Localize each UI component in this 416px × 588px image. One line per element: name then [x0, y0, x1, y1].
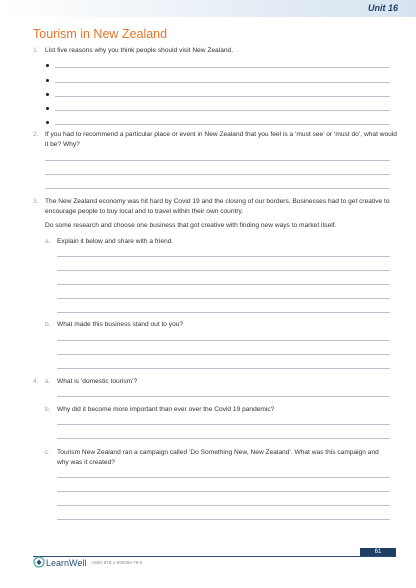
answer-line[interactable]: [57, 424, 390, 425]
answer-line[interactable]: [57, 396, 390, 397]
bullet-point: [46, 64, 49, 67]
sub-letter: a.: [45, 378, 51, 385]
answer-line[interactable]: [57, 284, 390, 285]
brand-name: LearnWell: [46, 558, 87, 568]
sub-letter: b.: [45, 321, 51, 328]
answer-line[interactable]: [57, 519, 390, 520]
bullet-point: [46, 107, 49, 110]
question-number: 4.: [33, 378, 39, 385]
sub-text: Tourism New Zealand ran a campaign called ‘Do Something New, New Zealand’. What was this campaign and why was it created?: [57, 449, 379, 466]
sub-text: What made this business stand out to you?: [57, 321, 184, 328]
answer-line[interactable]: [57, 256, 390, 257]
page-number: 61: [360, 548, 396, 556]
sub-text: Explain it below and share with a friend.: [57, 238, 174, 245]
answer-line[interactable]: [57, 368, 390, 369]
question-text: The New Zealand economy was hit hard by Covid 19 and the closing of our borders. Businesses had to get creative to encourage people to buy local and to travel within their own country.: [45, 198, 390, 215]
question-number: 3.: [33, 198, 39, 205]
answer-line[interactable]: [57, 505, 390, 506]
question-text: If you had to recommend a particular place or event in New Zealand that you feel is a ‘must see’ or ‘must do’, what would it be? Why?: [45, 131, 397, 148]
footer-divider: [33, 556, 396, 557]
answer-line[interactable]: [55, 110, 390, 111]
question-text: List five reasons why you think people should visit New Zealand.: [45, 47, 234, 54]
answer-line[interactable]: [45, 174, 390, 175]
isbn-text: ISBN 978-1-990055-78-6: [92, 560, 143, 565]
answer-line[interactable]: [57, 477, 390, 478]
answer-line[interactable]: [57, 298, 390, 299]
question-number: 1.: [33, 47, 39, 54]
bullet-point: [46, 93, 49, 96]
bullet-point: [46, 121, 49, 124]
sub-letter: a.: [45, 238, 51, 245]
sub-text: What is ‘domestic tourism’?: [57, 378, 138, 385]
learnwell-logo-icon: [33, 556, 45, 568]
answer-line[interactable]: [57, 438, 390, 439]
answer-line[interactable]: [57, 354, 390, 355]
unit-label: Unit 16: [367, 3, 398, 13]
answer-line[interactable]: [55, 124, 390, 125]
answer-line[interactable]: [57, 312, 390, 313]
answer-line[interactable]: [55, 96, 390, 97]
answer-line[interactable]: [57, 491, 390, 492]
answer-line[interactable]: [57, 270, 390, 271]
answer-line[interactable]: [55, 67, 390, 68]
answer-line[interactable]: [45, 160, 390, 161]
answer-line[interactable]: [45, 188, 390, 189]
sub-text: Why did it become more important than ever over the Covid 19 pandemic?: [57, 406, 275, 413]
bullet-point: [46, 79, 49, 82]
sub-letter: b.: [45, 406, 51, 413]
page-title: Tourism in New Zealand: [33, 27, 168, 41]
unit-header-bar: [0, 0, 416, 17]
sub-letter: c.: [45, 449, 51, 456]
question-text: Do some research and choose one business that got creative with finding new ways to market itself.: [45, 222, 337, 229]
answer-line[interactable]: [57, 340, 390, 341]
question-number: 2.: [33, 131, 39, 138]
answer-line[interactable]: [55, 82, 390, 83]
